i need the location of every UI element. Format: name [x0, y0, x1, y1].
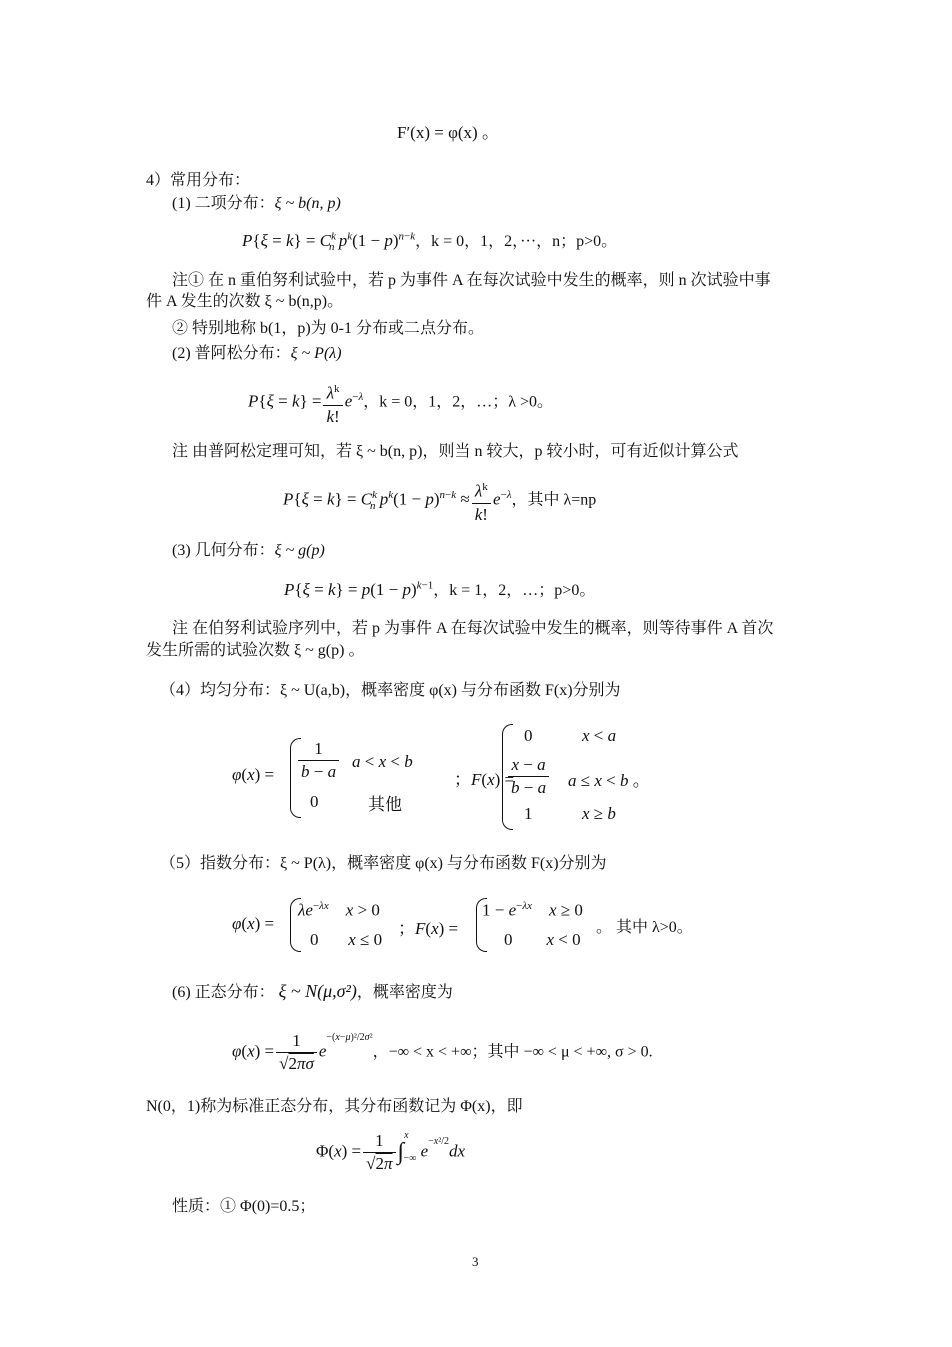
uniform-density-case-2-cond: 其他	[368, 795, 402, 814]
uniform-density-case-1: $\frac{1}{b - a}$	[296, 738, 341, 783]
geometric-note: 注 在伯努利试验序列中，若 p 为事件 A 在每次试验中发生的概率，则等待事件 A 首次	[172, 620, 774, 637]
uniform-title: （4）均匀分布：ξ ~ U(a,b)，概率密度 φ(x) 与分布函数 F(x)分别为	[160, 682, 621, 699]
poisson-approx-formula: $P\{\xi = k\} = C^k_n$ $p^k(1 - p)^{n-k}$ ≈ $\frac{\lambda^k}{k!}$ $e^{-\lambda}$，其中 λ=np	[283, 476, 596, 526]
section-heading: 4）常用分布：	[146, 172, 251, 189]
uniform-density-case-1-cond: a < x < b	[352, 752, 413, 771]
uniform-cdf-case-2: $\frac{x - a}{b - a}$	[506, 754, 551, 799]
uniform-cdf-case-1: 0	[524, 726, 533, 745]
binomial-title: (1) 二项分布：ξ ~ b(n, p)	[172, 195, 341, 212]
exp-cdf-lhs: ；F(x) =	[398, 919, 459, 938]
exp-density-lhs: φ(x) =	[232, 914, 275, 933]
exp-density-case-2: 0 x ≤ 0	[310, 930, 383, 949]
standard-normal-cdf: Φ(x) = $\frac{1}{√2\pi}$ ∫$^x_{-\infty}$ $e^{-x^2/2}dx$	[316, 1129, 466, 1173]
standard-normal-text: N(0，1)称为标准正态分布，其分布函数记为 Φ(x)，即	[146, 1098, 523, 1115]
uniform-cdf-case-3: 1	[524, 804, 533, 823]
derivative-equation: F′(x) = φ(x) 。	[397, 123, 499, 142]
normal-title: (6) 正态分布： ξ ~ N(μ,σ²)，概率密度为	[172, 981, 453, 1001]
exp-cdf-case-2: 0 x < 0	[504, 930, 581, 949]
exp-cdf-case-1: $1 - e^{-\lambda x}$ x ≥ 0	[482, 900, 583, 920]
uniform-density-lhs: φ(x) =	[232, 765, 275, 784]
binomial-note-1-cont: 件 A 发生的次数 ξ ~ b(n,p)。	[146, 293, 344, 310]
uniform-cdf-case-2-cond: a ≤ x < b 。	[568, 771, 650, 790]
normal-property: 性质：① Φ(0)=0.5；	[172, 1198, 316, 1215]
poisson-note: 注 由普阿松定理可知，若 ξ ~ b(n, p)，则当 n 较大，p 较小时，可有近似计算公式	[172, 443, 739, 460]
normal-density-formula: φ(x) = $\frac{1}{√2\pi\sigma}$ $e^{-(x-\mu)^2/2\sigma^2}$，−∞ < x < +∞；其中 −∞ < μ < +∞, σ > 0.	[232, 1031, 653, 1073]
page-number: 3	[472, 1254, 479, 1269]
exp-density-case-1: $\lambda e^{-\lambda x}$ x > 0	[298, 900, 380, 920]
exp-cond: 。 其中 λ>0。	[596, 919, 693, 936]
uniform-cdf-case-3-cond: x ≥ b	[582, 804, 616, 823]
uniform-cdf-lhs: ；F(x) =	[454, 770, 515, 789]
poisson-title: (2) 普阿松分布：ξ ~ P(λ)	[172, 345, 342, 362]
exponential-title: （5）指数分布：ξ ~ P(λ)，概率密度 φ(x) 与分布函数 F(x)分别为	[160, 855, 607, 872]
geometric-title: (3) 几何分布：ξ ~ g(p)	[172, 542, 325, 559]
binomial-note-1: 注① 在 n 重伯努利试验中，若 p 为事件 A 在每次试验中发生的概率，则 n 次试验中事	[172, 272, 771, 289]
poisson-formula: P{ξ = k} = $\frac{\lambda^k}{k!}$ $e^{-\lambda}$，k = 0，1，2，…；λ >0。	[248, 378, 553, 428]
geometric-formula: $P\{\xi = k\} = p(1 - p)^{k-1}$，k = 1，2，…；p>0。	[284, 579, 596, 599]
binomial-formula: $P\{\xi = k\} = C^k_n$ $p^k(1 - p)^{n-k}$，k = 0，1，2，···，n；p>0。	[242, 230, 618, 254]
uniform-cdf-case-1-cond: x < a	[582, 726, 617, 745]
binomial-note-2: ② 特别地称 b(1，p)为 0-1 分布或二点分布。	[172, 320, 484, 337]
geometric-note-cont: 发生所需的试验次数 ξ ~ g(p) 。	[146, 642, 365, 659]
uniform-density-case-2: 0	[310, 792, 319, 811]
